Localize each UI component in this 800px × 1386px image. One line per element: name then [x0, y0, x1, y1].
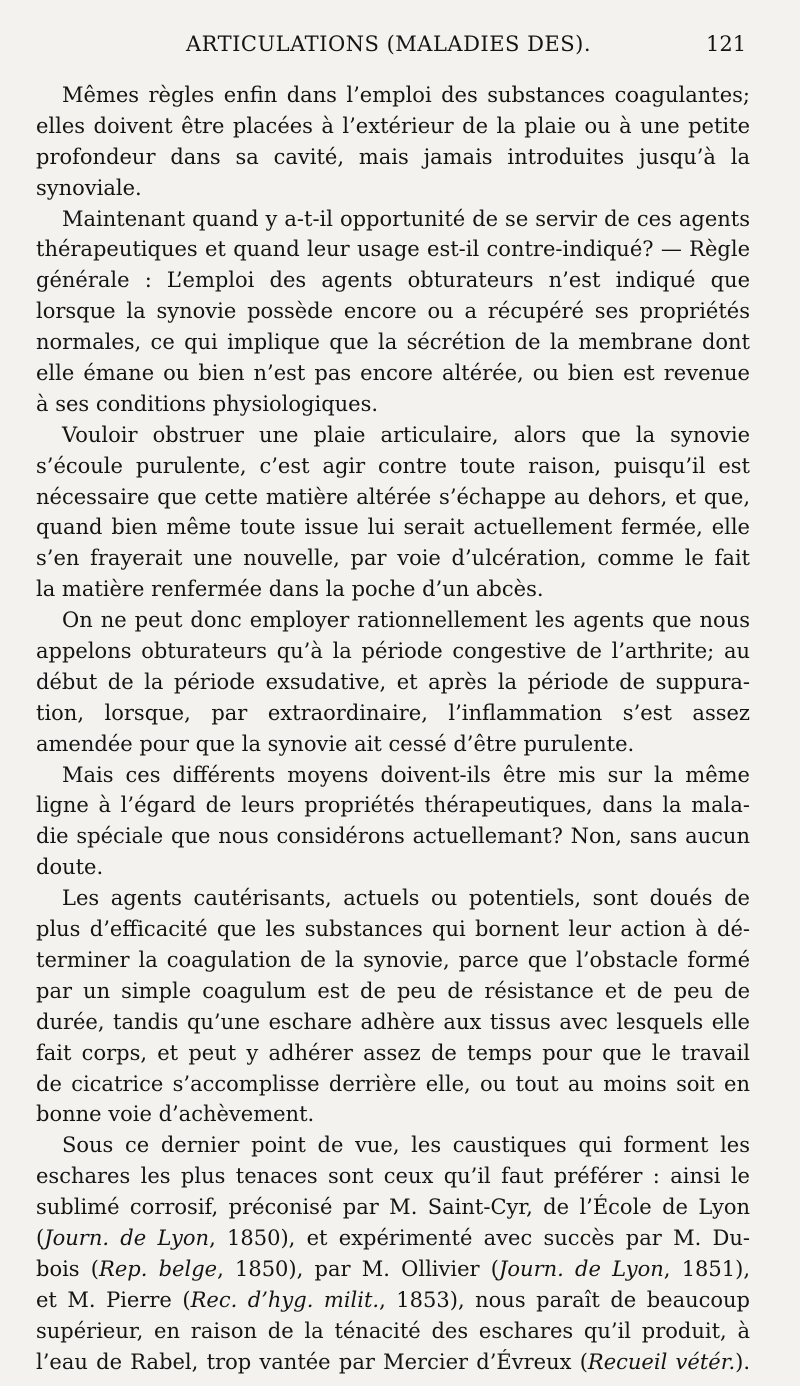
- text-line: elle émane ou bien n’est pas encore altérée, ou bien est revenue: [36, 361, 750, 386]
- text-line: tion, lorsque, par extraordinaire, l’inflammation s’est assez: [36, 700, 750, 725]
- citation-italic: Rec. d’hyg. milit.: [190, 1287, 380, 1312]
- citation-italic: Journ. de Lyon: [499, 1256, 664, 1281]
- page-number: 121: [706, 32, 747, 56]
- text-line: Sous ce dernier point de vue, les caustiques qui forment les: [62, 1133, 750, 1158]
- text-line: de cicatrice s’accomplisse derrière elle, ou tout au moins soit en: [36, 1071, 750, 1096]
- text-line: doute.: [36, 855, 104, 880]
- text-line: [36, 1285, 750, 1316]
- text-segment: , 1850), par M. Ollivier (: [217, 1256, 499, 1281]
- text-line: à ses conditions physiologiques.: [36, 391, 379, 416]
- text-line: [36, 1347, 750, 1378]
- text-line: Les agents cautérisants, actuels ou potentiels, sont doués de: [62, 886, 750, 911]
- citation-italic: Journ. de Lyon: [44, 1225, 210, 1250]
- text-line: fait corps, et peut y adhérer assez de temps pour que le travail: [36, 1040, 750, 1065]
- text-line: quand bien même toute issue lui serait actuellement fermée, elle: [36, 515, 750, 540]
- text-line: Mais ces différents moyens doivent-ils être mis sur la même: [62, 762, 750, 787]
- text-line: normales, ce qui implique que la sécrétion de la membrane dont: [36, 330, 750, 355]
- text-line: [36, 1254, 750, 1285]
- text-segment: , 1853), nous paraît de beaucoup: [379, 1287, 751, 1312]
- text-line: On ne peut donc employer rationnellement les agents que nous: [62, 608, 750, 633]
- text-line: Vouloir obstruer une plaie articulaire, alors que la synovie: [62, 422, 750, 447]
- text-line: sublimé corrosif, préconisé par M. Saint-Cyr, de l’École de Lyon: [36, 1195, 750, 1220]
- text-line: synoviale.: [36, 175, 142, 200]
- citation-italic: Recueil vétér.: [587, 1349, 736, 1374]
- text-segment: bois (: [36, 1256, 100, 1281]
- citation-italic: Rep. belge: [99, 1256, 218, 1281]
- text-line: par un simple coagulum est de peu de résistance et de peu de: [36, 978, 750, 1003]
- text-line: durée, tandis qu’une eschare adhère aux tissus avec lesquels elle: [36, 1009, 750, 1034]
- text-line: s’écoule purulente, c’est agir contre toute raison, puisqu’il est: [36, 453, 750, 478]
- text-line: plus d’efficacité que les substances qui bornent leur action à dé-: [36, 917, 750, 942]
- text-line: amendée pour que la synovie ait cessé d’être purulente.: [36, 731, 635, 756]
- text-line: nécessaire que cette matière altérée s’échappe au dehors, et que,: [36, 484, 750, 509]
- page-header: [0, 32, 800, 62]
- text-line: Mêmes règles enfin dans l’emploi des substances coagulantes;: [62, 83, 750, 107]
- body-text: [36, 80, 750, 1377]
- text-line: Maintenant quand y a-t-il opportunité de se servir de ces agents: [62, 206, 750, 231]
- text-line: appelons obturateurs qu’à la période congestive de l’arthrite; au: [36, 639, 750, 664]
- text-line: supérieur, en raison de la ténacité des eschares qu’il produit, à: [36, 1318, 750, 1343]
- running-title: ARTICULATIONS (MALADIES DES).: [186, 32, 592, 56]
- text-segment: et M. Pierre (: [36, 1287, 191, 1312]
- text-segment: l’eau de Rabel, trop vantée par Mercier d’Évreux (: [36, 1349, 588, 1374]
- text-line: la matière renfermée dans la poche d’un abcès.: [36, 577, 544, 602]
- text-line: s’en frayerait une nouvelle, par voie d’ulcération, comme le fait: [36, 546, 750, 571]
- text-line: eschares les plus tenaces sont ceux qu’il faut préférer : ainsi le: [36, 1164, 750, 1189]
- text-line: terminer la coagulation de la synovie, parce que l’obstacle formé: [36, 947, 750, 972]
- text-line: début de la période exsudative, et après la période de suppura-: [36, 669, 750, 694]
- text-line: thérapeutiques et quand leur usage est-il contre-indiqué? — Règle: [36, 237, 750, 262]
- text-line: ligne à l’égard de leurs propriétés thérapeutiques, dans la mala-: [36, 793, 750, 818]
- text-line: profondeur dans sa cavité, mais jamais introduites jusqu’à la: [36, 144, 750, 169]
- text-line: elles doivent être placées à l’extérieur de la plaie ou à une petite: [36, 113, 750, 138]
- text-line: die spéciale que nous considérons actuellemant? Non, sans aucun: [36, 824, 750, 849]
- text-line: lorsque la synovie possède encore ou a récupéré ses propriétés: [36, 299, 750, 324]
- text-segment: , 1850), et expérimenté avec succès par M. Du-: [209, 1225, 750, 1250]
- text-segment: ).: [735, 1349, 750, 1374]
- text-segment: (: [36, 1225, 45, 1250]
- text-line: [36, 1223, 750, 1254]
- text-line: bonne voie d’achèvement.: [36, 1102, 315, 1127]
- text-segment: , 1851),: [663, 1256, 750, 1281]
- text-line: générale : L’emploi des agents obturateurs n’est indiqué que: [36, 268, 750, 293]
